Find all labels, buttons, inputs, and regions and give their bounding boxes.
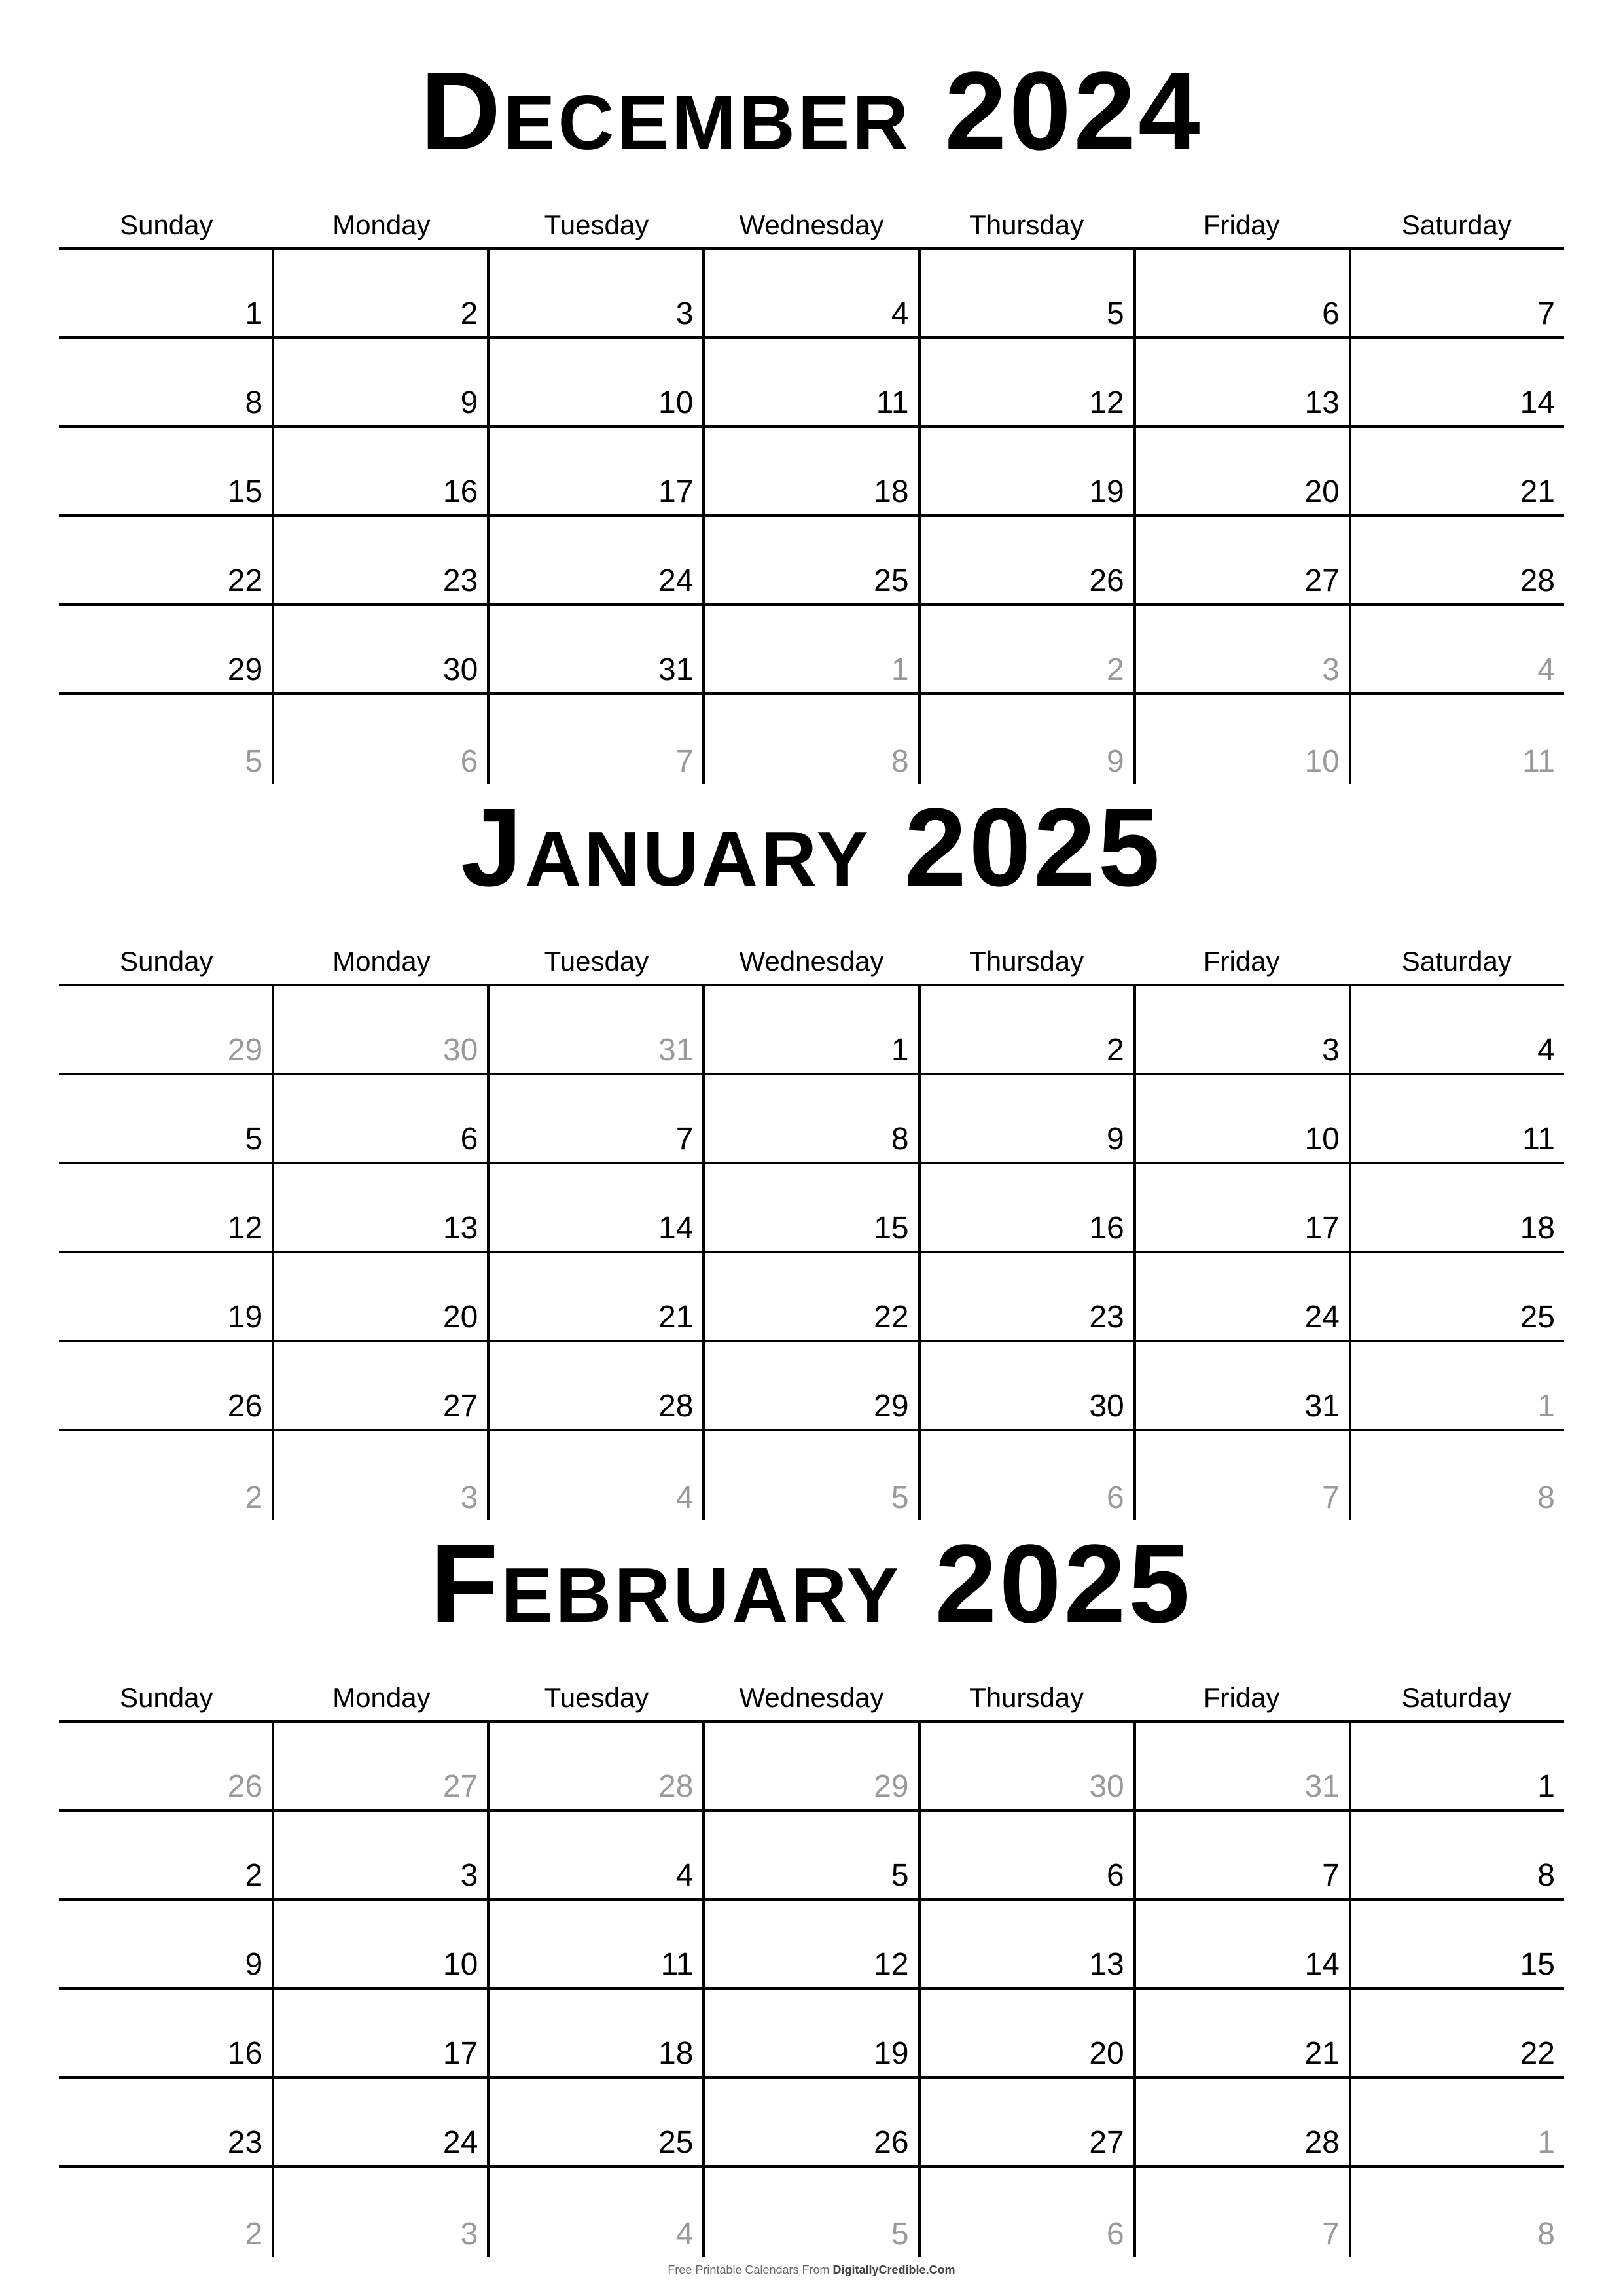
day-number: 5 [891, 1858, 909, 1893]
day-number: 18 [658, 2036, 694, 2071]
day-cell [274, 1812, 490, 1898]
day-cell [1351, 1723, 1564, 1809]
day-cell-adjacent-month [59, 1723, 274, 1809]
day-cell [490, 428, 705, 514]
day-number: 13 [442, 1211, 478, 1246]
weekday-label: Saturday [1401, 1682, 1512, 1713]
day-number: 17 [658, 475, 694, 509]
footer-credit [0, 2263, 1623, 2277]
day-number: 25 [1520, 1300, 1555, 1335]
day-cell-adjacent-month [1136, 2168, 1351, 2257]
day-cell [59, 606, 274, 692]
day-number: 24 [658, 564, 694, 598]
day-number: 29 [874, 1769, 909, 1804]
day-cell [921, 1075, 1136, 1162]
week-row [59, 1990, 1564, 2079]
day-number: 8 [891, 744, 909, 779]
weekday-header [59, 1676, 1564, 1720]
day-number: 3 [675, 296, 694, 331]
day-number: 5 [891, 2217, 909, 2251]
day-cell [705, 2079, 920, 2165]
day-number: 28 [658, 1769, 694, 1804]
day-cell-adjacent-month [1351, 606, 1564, 692]
day-cell [1136, 1253, 1351, 1340]
day-number: 1 [1537, 1389, 1555, 1424]
day-number: 15 [1520, 1947, 1555, 1982]
day-cell [490, 1075, 705, 1162]
weekday-label: Thursday [969, 209, 1084, 240]
day-number: 11 [1522, 744, 1555, 779]
day-cell [921, 1164, 1136, 1251]
day-number: 3 [460, 1480, 478, 1515]
day-cell-adjacent-month [59, 2168, 274, 2257]
day-cell [1136, 1164, 1351, 1251]
day-number: 1 [245, 296, 263, 331]
day-cell [1351, 339, 1564, 425]
weekday-label: Thursday [969, 946, 1084, 977]
day-number: 2 [1107, 653, 1124, 687]
day-number: 26 [874, 2125, 909, 2160]
day-cell-adjacent-month [274, 1723, 490, 1809]
footer-prefix: Free Printable Calendars From [668, 2263, 833, 2276]
day-number: 13 [1304, 386, 1340, 420]
day-cell [59, 1075, 274, 1162]
day-cell [705, 1901, 920, 1987]
calendar-grid [59, 1720, 1564, 2254]
day-number: 3 [460, 1858, 478, 1893]
day-cell [274, 1253, 490, 1340]
day-cell [705, 1164, 920, 1251]
day-cell [59, 250, 274, 336]
day-cell [490, 1901, 705, 1987]
day-cell [59, 1253, 274, 1340]
day-cell [490, 1812, 705, 1898]
week-row [59, 2079, 1564, 2168]
day-number: 3 [460, 2217, 478, 2251]
day-number: 2 [245, 2217, 263, 2251]
day-cell [921, 250, 1136, 336]
week-row [59, 250, 1564, 339]
calendar-grid [59, 247, 1564, 781]
day-cell [59, 428, 274, 514]
day-cell [1136, 1901, 1351, 1987]
day-number: 17 [442, 2036, 478, 2071]
weekday-header [59, 939, 1564, 984]
week-row [59, 1253, 1564, 1342]
weekday-label: Friday [1203, 209, 1280, 240]
day-cell-adjacent-month [490, 1723, 705, 1809]
day-cell [705, 517, 920, 603]
day-cell [1351, 428, 1564, 514]
day-cell-adjacent-month [1351, 2079, 1564, 2165]
day-cell [705, 1990, 920, 2076]
day-cell-adjacent-month [921, 2168, 1136, 2257]
day-cell [921, 517, 1136, 603]
day-cell [490, 1164, 705, 1251]
day-cell [1351, 1253, 1564, 1340]
month-title: February 2025 [430, 1522, 1193, 1646]
day-cell [1136, 517, 1351, 603]
day-number: 27 [442, 1389, 478, 1424]
week-row [59, 2168, 1564, 2257]
day-cell [1351, 1990, 1564, 2076]
week-row [59, 606, 1564, 695]
day-number: 27 [1089, 2125, 1124, 2160]
week-row [59, 1723, 1564, 1812]
day-cell [921, 2079, 1136, 2165]
day-cell [705, 1075, 920, 1162]
day-cell-adjacent-month [705, 2168, 920, 2257]
day-number: 9 [460, 386, 478, 420]
month-december-2024 [0, 26, 1623, 779]
day-cell [1136, 2079, 1351, 2165]
day-number: 8 [1537, 1480, 1555, 1515]
day-cell-adjacent-month [59, 986, 274, 1073]
day-cell [490, 339, 705, 425]
day-number: 10 [442, 1947, 478, 1982]
day-cell [1136, 428, 1351, 514]
day-number: 28 [658, 1389, 694, 1424]
weekday-label: Friday [1203, 1682, 1280, 1713]
day-number: 31 [1304, 1389, 1340, 1424]
day-number: 8 [1537, 1858, 1555, 1893]
day-cell [1136, 1342, 1351, 1429]
day-cell [274, 428, 490, 514]
day-number: 9 [245, 1947, 263, 1982]
day-cell [59, 1990, 274, 2076]
day-number: 11 [1522, 1122, 1555, 1157]
day-number: 6 [460, 744, 478, 779]
day-cell-adjacent-month [274, 2168, 490, 2257]
day-cell [274, 517, 490, 603]
day-number: 30 [442, 653, 478, 687]
day-cell-adjacent-month [274, 986, 490, 1073]
weekday-label: Sunday [120, 1682, 213, 1713]
day-cell [921, 428, 1136, 514]
day-number: 6 [1107, 2217, 1124, 2251]
day-cell [921, 1812, 1136, 1898]
day-number: 11 [660, 1947, 694, 1982]
day-number: 4 [891, 296, 909, 331]
day-number: 5 [1107, 296, 1124, 331]
weekday-label: Sunday [120, 946, 213, 977]
weekday-label: Tuesday [544, 209, 649, 240]
day-number: 1 [891, 1033, 909, 1067]
day-number: 16 [1089, 1211, 1124, 1246]
day-number: 8 [245, 386, 263, 420]
day-cell-adjacent-month [490, 986, 705, 1073]
day-number: 6 [460, 1122, 478, 1157]
day-cell [59, 1901, 274, 1987]
day-cell [1136, 986, 1351, 1073]
day-cell [705, 339, 920, 425]
day-number: 27 [1304, 564, 1340, 598]
weekday-label: Saturday [1401, 209, 1512, 240]
day-cell [490, 606, 705, 692]
day-number: 22 [227, 564, 263, 598]
day-number: 1 [1537, 1769, 1555, 1804]
day-number: 15 [227, 475, 263, 509]
day-cell-adjacent-month [921, 1723, 1136, 1809]
week-row [59, 1075, 1564, 1164]
day-cell [490, 1253, 705, 1340]
day-cell [274, 606, 490, 692]
day-cell [59, 1812, 274, 1898]
calendar-grid [59, 984, 1564, 1518]
week-row [59, 1901, 1564, 1990]
day-number: 7 [1322, 2217, 1340, 2251]
day-cell [705, 986, 920, 1073]
day-cell-adjacent-month [1136, 1723, 1351, 1809]
day-number: 12 [227, 1211, 263, 1246]
day-number: 4 [675, 2217, 694, 2251]
day-number: 7 [1322, 1858, 1340, 1893]
day-cell [490, 1990, 705, 2076]
weekday-label: Monday [332, 946, 431, 977]
day-cell [274, 2079, 490, 2165]
day-cell-adjacent-month [1351, 1342, 1564, 1429]
week-row [59, 517, 1564, 606]
day-number: 20 [1089, 2036, 1124, 2071]
weekday-label: Wednesday [739, 946, 884, 977]
weekday-label: Sunday [120, 209, 213, 240]
weekday-label: Wednesday [739, 1682, 884, 1713]
month-january-2025 [0, 762, 1623, 1515]
day-cell [59, 2079, 274, 2165]
day-cell [1351, 517, 1564, 603]
day-number: 14 [1304, 1947, 1340, 1982]
weekday-header [59, 203, 1564, 247]
month-february-2025 [0, 1499, 1623, 2251]
day-number: 5 [245, 744, 263, 779]
day-cell [274, 1075, 490, 1162]
weekday-label: Tuesday [544, 946, 649, 977]
day-number: 4 [675, 1480, 694, 1515]
day-number: 31 [658, 1033, 694, 1067]
day-number: 31 [1304, 1769, 1340, 1804]
day-number: 19 [227, 1300, 263, 1335]
week-row [59, 428, 1564, 517]
day-number: 27 [442, 1769, 478, 1804]
day-number: 8 [891, 1122, 909, 1157]
day-cell [59, 1342, 274, 1429]
day-number: 6 [1107, 1480, 1124, 1515]
weekday-label: Friday [1203, 946, 1280, 977]
day-cell [705, 1342, 920, 1429]
day-number: 4 [1537, 653, 1555, 687]
day-number: 9 [1107, 1122, 1124, 1157]
day-cell [1351, 1812, 1564, 1898]
day-number: 21 [1304, 2036, 1340, 2071]
weekday-label: Saturday [1401, 946, 1512, 977]
day-number: 16 [442, 475, 478, 509]
day-number: 18 [874, 475, 909, 509]
day-number: 30 [1089, 1769, 1124, 1804]
day-cell [921, 1901, 1136, 1987]
day-cell [274, 339, 490, 425]
day-number: 3 [1322, 653, 1340, 687]
day-number: 16 [227, 2036, 263, 2071]
day-number: 17 [1304, 1211, 1340, 1246]
day-number: 4 [675, 1858, 694, 1893]
day-number: 26 [227, 1389, 263, 1424]
day-number: 3 [1322, 1033, 1340, 1067]
day-number: 23 [227, 2125, 263, 2160]
day-number: 8 [1537, 2217, 1555, 2251]
day-number: 13 [1089, 1947, 1124, 1982]
weekday-label: Monday [332, 1682, 431, 1713]
day-number: 4 [1537, 1033, 1555, 1067]
day-number: 10 [1304, 1122, 1340, 1157]
day-number: 22 [1520, 2036, 1555, 2071]
day-number: 25 [874, 564, 909, 598]
day-number: 22 [874, 1300, 909, 1335]
day-number: 7 [1322, 1480, 1340, 1515]
day-number: 28 [1520, 564, 1555, 598]
week-row [59, 1812, 1564, 1901]
day-number: 14 [1520, 386, 1555, 420]
day-number: 29 [874, 1389, 909, 1424]
day-number: 29 [227, 1033, 263, 1067]
day-cell [1351, 1901, 1564, 1987]
day-cell [1136, 1990, 1351, 2076]
day-number: 20 [1304, 475, 1340, 509]
day-number: 1 [891, 653, 909, 687]
day-cell-adjacent-month [1136, 606, 1351, 692]
day-number: 26 [1089, 564, 1124, 598]
day-cell [490, 1342, 705, 1429]
day-cell [490, 250, 705, 336]
day-number: 23 [1089, 1300, 1124, 1335]
day-number: 24 [442, 2125, 478, 2160]
weekday-label: Tuesday [544, 1682, 649, 1713]
day-cell [490, 517, 705, 603]
week-row [59, 339, 1564, 428]
week-row [59, 986, 1564, 1075]
day-number: 14 [658, 1211, 694, 1246]
day-number: 10 [658, 386, 694, 420]
day-cell-adjacent-month [705, 1723, 920, 1809]
day-cell [921, 1253, 1136, 1340]
day-cell [1351, 1164, 1564, 1251]
day-number: 15 [874, 1211, 909, 1246]
day-cell [1351, 250, 1564, 336]
day-number: 24 [1304, 1300, 1340, 1335]
day-cell [59, 517, 274, 603]
day-number: 7 [1537, 296, 1555, 331]
day-number: 26 [227, 1769, 263, 1804]
day-cell [705, 250, 920, 336]
footer-site-link[interactable]: DigitallyCredible.Com [832, 2263, 955, 2276]
day-cell [921, 986, 1136, 1073]
day-cell [921, 1990, 1136, 2076]
day-number: 2 [245, 1480, 263, 1515]
day-number: 12 [1089, 386, 1124, 420]
month-title: December 2024 [420, 49, 1203, 173]
day-number: 31 [658, 653, 694, 687]
day-cell [274, 1164, 490, 1251]
weekday-label: Thursday [969, 1682, 1084, 1713]
day-cell [1136, 1812, 1351, 1898]
weekday-label: Monday [332, 209, 431, 240]
day-number: 21 [658, 1300, 694, 1335]
day-number: 30 [442, 1033, 478, 1067]
day-cell [1351, 986, 1564, 1073]
day-number: 2 [245, 1858, 263, 1893]
day-number: 7 [675, 1122, 694, 1157]
day-cell [1136, 1075, 1351, 1162]
day-number: 29 [227, 653, 263, 687]
day-number: 12 [874, 1947, 909, 1982]
day-number: 18 [1520, 1211, 1555, 1246]
day-cell-adjacent-month [490, 2168, 705, 2257]
day-cell [1136, 339, 1351, 425]
day-cell [705, 1812, 920, 1898]
week-row [59, 1342, 1564, 1431]
day-number: 6 [1322, 296, 1340, 331]
day-number: 19 [874, 2036, 909, 2071]
day-number: 7 [675, 744, 694, 779]
day-cell [274, 1901, 490, 1987]
day-number: 25 [658, 2125, 694, 2160]
day-cell [274, 1990, 490, 2076]
day-cell [1136, 250, 1351, 336]
day-number: 5 [891, 1480, 909, 1515]
day-number: 20 [442, 1300, 478, 1335]
day-number: 23 [442, 564, 478, 598]
day-number: 30 [1089, 1389, 1124, 1424]
day-number: 19 [1089, 475, 1124, 509]
day-cell [490, 2079, 705, 2165]
day-number: 2 [460, 296, 478, 331]
day-cell [921, 1342, 1136, 1429]
day-number: 11 [876, 386, 909, 420]
day-cell [1351, 1075, 1564, 1162]
day-number: 21 [1520, 475, 1555, 509]
day-cell [921, 339, 1136, 425]
day-cell-adjacent-month [921, 606, 1136, 692]
day-cell [274, 250, 490, 336]
weekday-label: Wednesday [739, 209, 884, 240]
day-cell [59, 339, 274, 425]
week-row [59, 1164, 1564, 1253]
day-cell-adjacent-month [1351, 2168, 1564, 2257]
day-number: 2 [1107, 1033, 1124, 1067]
day-cell [59, 1164, 274, 1251]
day-number: 6 [1107, 1858, 1124, 1893]
month-title: January 2025 [460, 785, 1163, 910]
day-number: 10 [1304, 744, 1340, 779]
day-cell-adjacent-month [705, 606, 920, 692]
day-number: 1 [1537, 2125, 1555, 2160]
day-number: 9 [1107, 744, 1124, 779]
day-number: 28 [1304, 2125, 1340, 2160]
day-cell [705, 428, 920, 514]
day-number: 5 [245, 1122, 263, 1157]
day-cell [705, 1253, 920, 1340]
day-cell [274, 1342, 490, 1429]
